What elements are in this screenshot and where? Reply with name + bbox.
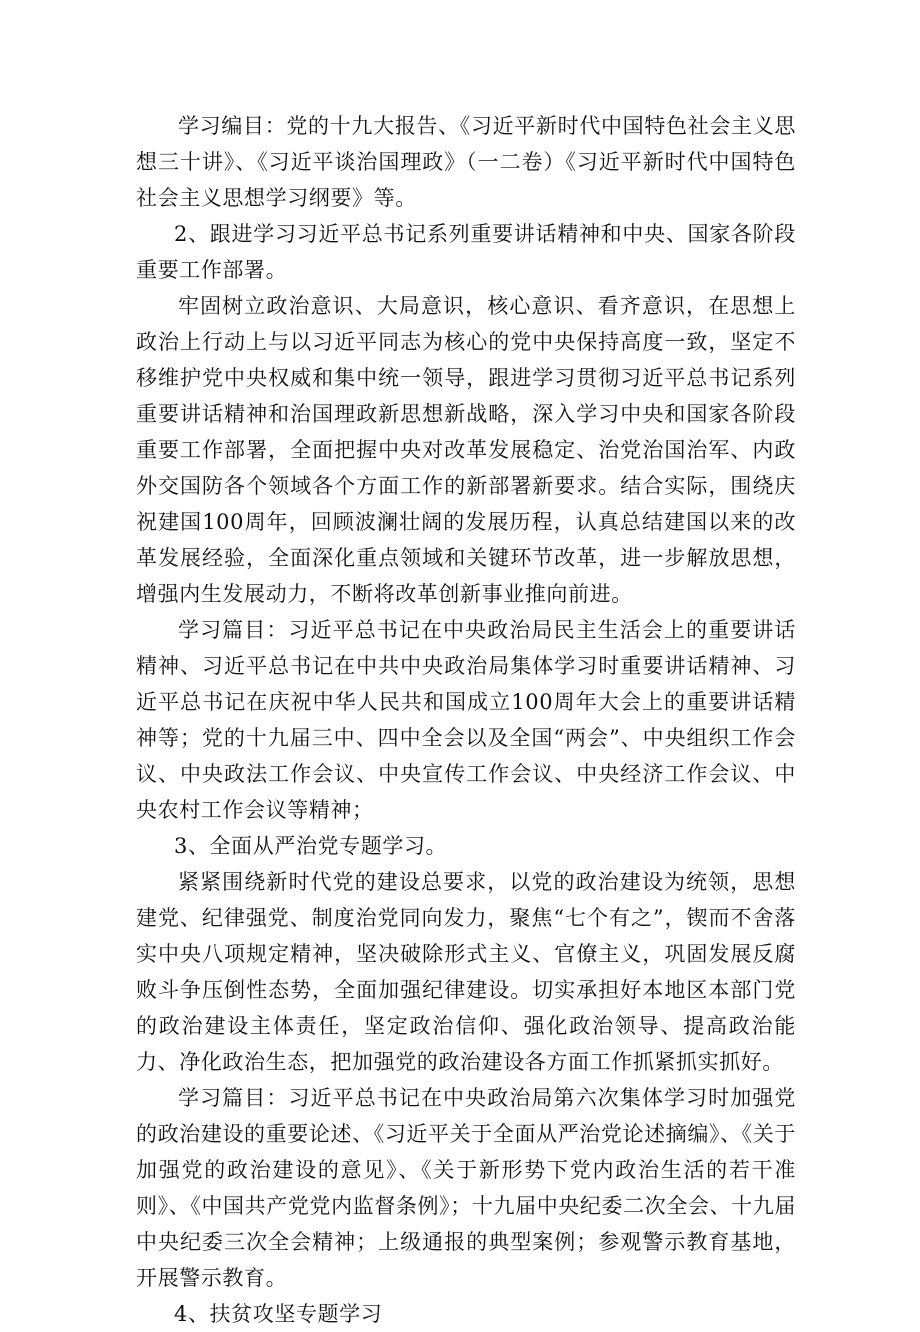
paragraph-political-awareness: 牢固树立政治意识、大局意识，核心意识、看齐意识，在思想上政治上行动上与以习近平同志为核心的党中央保持高度一致，坚定不移维护党中央权威和集中统一领导，跟进学习贯彻习近平总书记系列重要讲话精神和治国理政新思想新战略，深入学习中央和国家各阶段重要工作部署，全面把握中央对改革发展稳定、治党治国治军、内政外交国防各个领域各个方面工作的新部署新要求。结合实际，围绕庆祝建国100周年，回顾波澜壮阔的发展历程，认真总结建国以来的改革发展经验，全面深化重点领域和关键环节改革，进一步解放思想，增强内生发展动力，不断将改革创新事业推向前进。 bbox=[136, 294, 796, 606]
paragraph-party-discipline: 紧紧围绕新时代党的建设总要求，以党的政治建设为统领，思想建党、纪律强党、制度治党同向发力，聚焦“七个有之”，锲而不舍落实中央八项规定精神，坚决破除形式主义、官僚主义，巩固发展反腐败斗争压倒性态势，全面加强纪律建设。切实承担好本地区本部门党的政治建设主体责任，坚定政治信仰、强化政治领导、提高政治能力、净化政治生态，把加强党的政治建设各方面工作抓紧抓实抓好。 bbox=[136, 870, 796, 1074]
section-heading-3: 3、全面从严治党专题学习。 bbox=[174, 834, 448, 858]
paragraph-study-topics-1: 学习篇目：习近平总书记在中央政治局民主生活会上的重要讲话精神、习近平总书记在中共中央政治局集体学习时重要讲话精神、习近平总书记在庆祝中华人民共和国成立100周年大会上的重要讲话精神等；党的十九届三中、四中全会以及全国“两会”、中央组织工作会议、中央政法工作会议、中央宣传工作会议、中央经济工作会议、中央农村工作会议等精神； bbox=[136, 618, 796, 822]
paragraph-study-list: 学习编目：党的十九大报告、《习近平新时代中国特色社会主义思想三十讲》、《习近平谈治国理政》（一二卷）《习近平新时代中国特色社会主义思想学习纲要》等。 bbox=[136, 114, 796, 210]
section-heading-4: 4、扶贫攻坚专题学习 bbox=[174, 1302, 383, 1326]
section-heading-2: 2、跟进学习习近平总书记系列重要讲话精神和中央、国家各阶段重要工作部署。 bbox=[136, 222, 796, 282]
paragraph-study-topics-2: 学习篇目：习近平总书记在中央政治局第六次集体学习时加强党的政治建设的重要论述、《习近平关于全面从严治党论述摘编》、《关于加强党的政治建设的意见》、《关于新形势下党内政治生活的若干准则》、《中国共产党党内监督条例》；十九届中央纪委二次全会、十九届中央纪委三次全会精神；上级通报的典型案例；参观警示教育基地，开展警示教育。 bbox=[136, 1086, 796, 1290]
